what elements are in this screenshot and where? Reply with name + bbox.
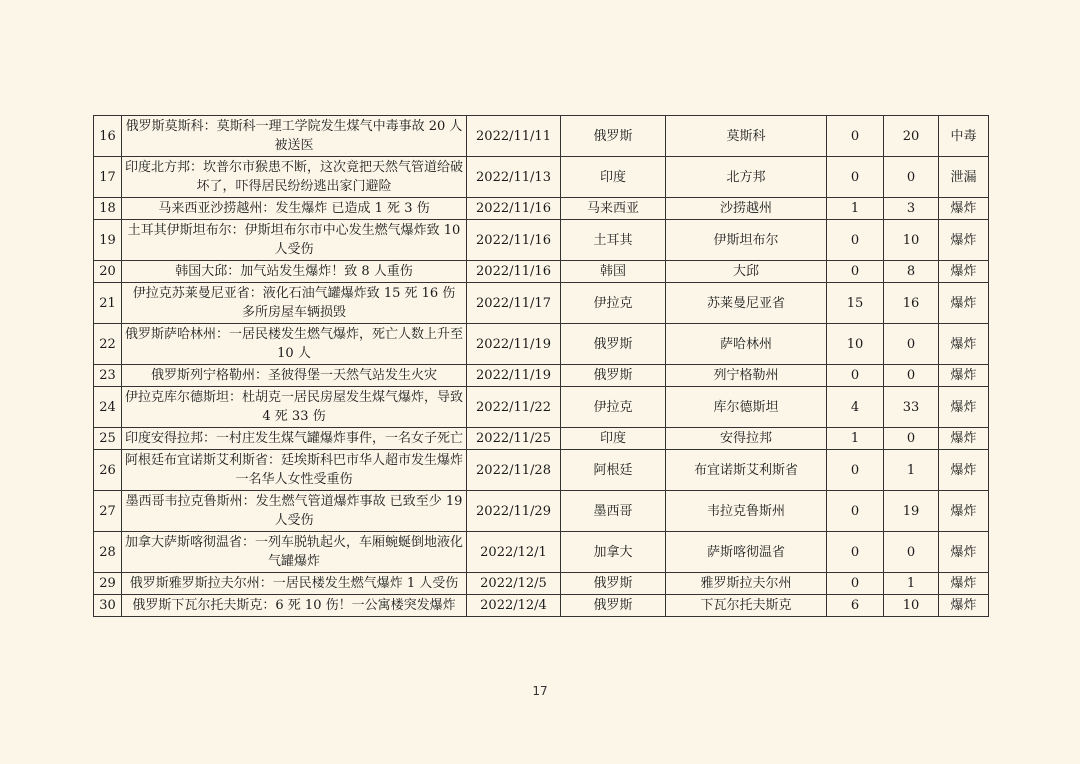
incident-date-cell: 2022/11/11	[467, 116, 561, 157]
incident-description-cell: 俄罗斯列宁格勒州：圣彼得堡一天然气站发生火灾	[122, 365, 467, 387]
table-row	[94, 595, 989, 617]
injuries-cell: 19	[884, 491, 939, 532]
row-number-cell: 20	[94, 261, 122, 283]
row-number-cell: 17	[94, 157, 122, 198]
incident-type-cell: 爆炸	[939, 428, 989, 450]
table-row	[94, 450, 989, 491]
incident-type-cell: 爆炸	[939, 365, 989, 387]
incident-type-cell: 爆炸	[939, 387, 989, 428]
incident-description-cell: 墨西哥韦拉克鲁斯州：发生燃气管道爆炸事故 已致至少 19 人受伤	[122, 491, 467, 532]
incident-date-cell: 2022/11/19	[467, 365, 561, 387]
country-cell: 马来西亚	[561, 198, 666, 220]
row-number-cell: 21	[94, 283, 122, 324]
row-number-cell: 18	[94, 198, 122, 220]
incident-description-cell: 伊拉克苏莱曼尼亚省：液化石油气罐爆炸致 15 死 16 伤 多所房屋车辆损毁	[122, 283, 467, 324]
table-row	[94, 365, 989, 387]
row-number-cell: 27	[94, 491, 122, 532]
region-cell: 雅罗斯拉夫尔州	[666, 573, 827, 595]
incident-description-cell: 印度北方邦：坎普尔市猴患不断，这次竟把天然气管道给破坏了，吓得居民纷纷逃出家门避险	[122, 157, 467, 198]
incident-description-cell: 加拿大萨斯喀彻温省：一列车脱轨起火，车厢蜿蜒倒地液化气罐爆炸	[122, 532, 467, 573]
injuries-cell: 0	[884, 157, 939, 198]
incident-type-cell: 爆炸	[939, 491, 989, 532]
country-cell: 俄罗斯	[561, 324, 666, 365]
country-cell: 俄罗斯	[561, 595, 666, 617]
incident-date-cell: 2022/11/17	[467, 283, 561, 324]
table-row	[94, 491, 989, 532]
region-cell: 莫斯科	[666, 116, 827, 157]
injuries-cell: 0	[884, 365, 939, 387]
incident-type-cell: 爆炸	[939, 261, 989, 283]
injuries-cell: 0	[884, 324, 939, 365]
country-cell: 韩国	[561, 261, 666, 283]
incident-description-cell: 伊拉克库尔德斯坦：杜胡克一居民房屋发生煤气爆炸，导致 4 死 33 伤	[122, 387, 467, 428]
region-cell: 韦拉克鲁斯州	[666, 491, 827, 532]
incident-type-cell: 爆炸	[939, 573, 989, 595]
region-cell: 萨哈林州	[666, 324, 827, 365]
country-cell: 土耳其	[561, 220, 666, 261]
incident-date-cell: 2022/12/4	[467, 595, 561, 617]
injuries-cell: 1	[884, 573, 939, 595]
region-cell: 库尔德斯坦	[666, 387, 827, 428]
incident-date-cell: 2022/11/28	[467, 450, 561, 491]
table-row	[94, 387, 989, 428]
region-cell: 伊斯坦布尔	[666, 220, 827, 261]
region-cell: 北方邦	[666, 157, 827, 198]
deaths-cell: 0	[827, 116, 884, 157]
incident-description-cell: 马来西亚沙捞越州：发生爆炸 已造成 1 死 3 伤	[122, 198, 467, 220]
incident-description-cell: 俄罗斯雅罗斯拉夫尔州：一居民楼发生燃气爆炸 1 人受伤	[122, 573, 467, 595]
table-row	[94, 198, 989, 220]
incident-date-cell: 2022/12/5	[467, 573, 561, 595]
deaths-cell: 0	[827, 157, 884, 198]
region-cell: 列宁格勒州	[666, 365, 827, 387]
region-cell: 布宜诺斯艾利斯省	[666, 450, 827, 491]
incident-date-cell: 2022/11/19	[467, 324, 561, 365]
country-cell: 俄罗斯	[561, 116, 666, 157]
incident-date-cell: 2022/12/1	[467, 532, 561, 573]
country-cell: 俄罗斯	[561, 365, 666, 387]
incident-table	[93, 115, 989, 617]
country-cell: 伊拉克	[561, 283, 666, 324]
incident-date-cell: 2022/11/16	[467, 220, 561, 261]
table-row	[94, 261, 989, 283]
table-row	[94, 573, 989, 595]
incident-date-cell: 2022/11/16	[467, 198, 561, 220]
country-cell: 阿根廷	[561, 450, 666, 491]
country-cell: 印度	[561, 157, 666, 198]
incident-description-cell: 印度安得拉邦：一村庄发生煤气罐爆炸事件，一名女子死亡	[122, 428, 467, 450]
incident-type-cell: 爆炸	[939, 324, 989, 365]
row-number-cell: 16	[94, 116, 122, 157]
table-row	[94, 157, 989, 198]
deaths-cell: 1	[827, 198, 884, 220]
table-row	[94, 116, 989, 157]
table-row	[94, 532, 989, 573]
incident-description-cell: 阿根廷布宜诺斯艾利斯省：廷埃斯科巴市华人超市发生爆炸一名华人女性受重伤	[122, 450, 467, 491]
injuries-cell: 1	[884, 450, 939, 491]
region-cell: 下瓦尔托夫斯克	[666, 595, 827, 617]
table-row	[94, 220, 989, 261]
deaths-cell: 0	[827, 220, 884, 261]
incident-description-cell: 俄罗斯莫斯科：莫斯科一理工学院发生煤气中毒事故 20 人被送医	[122, 116, 467, 157]
row-number-cell: 22	[94, 324, 122, 365]
country-cell: 加拿大	[561, 532, 666, 573]
deaths-cell: 15	[827, 283, 884, 324]
incident-date-cell: 2022/11/13	[467, 157, 561, 198]
incident-description-cell: 俄罗斯萨哈林州：一居民楼发生燃气爆炸，死亡人数上升至 10 人	[122, 324, 467, 365]
row-number-cell: 25	[94, 428, 122, 450]
deaths-cell: 0	[827, 491, 884, 532]
incident-date-cell: 2022/11/16	[467, 261, 561, 283]
table-row	[94, 283, 989, 324]
row-number-cell: 19	[94, 220, 122, 261]
incident-type-cell: 爆炸	[939, 450, 989, 491]
incident-description-cell: 俄罗斯下瓦尔托夫斯克：6 死 10 伤！一公寓楼突发爆炸	[122, 595, 467, 617]
region-cell: 沙捞越州	[666, 198, 827, 220]
region-cell: 苏莱曼尼亚省	[666, 283, 827, 324]
row-number-cell: 30	[94, 595, 122, 617]
incident-date-cell: 2022/11/29	[467, 491, 561, 532]
incident-type-cell: 中毒	[939, 116, 989, 157]
injuries-cell: 8	[884, 261, 939, 283]
page-number: 17	[532, 684, 548, 698]
incident-type-cell: 爆炸	[939, 595, 989, 617]
row-number-cell: 28	[94, 532, 122, 573]
row-number-cell: 23	[94, 365, 122, 387]
deaths-cell: 0	[827, 261, 884, 283]
injuries-cell: 33	[884, 387, 939, 428]
incident-type-cell: 爆炸	[939, 198, 989, 220]
injuries-cell: 10	[884, 220, 939, 261]
injuries-cell: 0	[884, 428, 939, 450]
country-cell: 伊拉克	[561, 387, 666, 428]
deaths-cell: 4	[827, 387, 884, 428]
incident-description-cell: 土耳其伊斯坦布尔：伊斯坦布尔市中心发生燃气爆炸致 10 人受伤	[122, 220, 467, 261]
deaths-cell: 0	[827, 573, 884, 595]
country-cell: 墨西哥	[561, 491, 666, 532]
incident-type-cell: 泄漏	[939, 157, 989, 198]
deaths-cell: 0	[827, 532, 884, 573]
incident-table-body	[94, 116, 989, 617]
country-cell: 俄罗斯	[561, 573, 666, 595]
table-row	[94, 428, 989, 450]
incident-type-cell: 爆炸	[939, 220, 989, 261]
row-number-cell: 29	[94, 573, 122, 595]
deaths-cell: 0	[827, 450, 884, 491]
incident-date-cell: 2022/11/22	[467, 387, 561, 428]
injuries-cell: 3	[884, 198, 939, 220]
injuries-cell: 0	[884, 532, 939, 573]
region-cell: 安得拉邦	[666, 428, 827, 450]
incident-type-cell: 爆炸	[939, 532, 989, 573]
injuries-cell: 16	[884, 283, 939, 324]
incident-type-cell: 爆炸	[939, 283, 989, 324]
injuries-cell: 10	[884, 595, 939, 617]
injuries-cell: 20	[884, 116, 939, 157]
region-cell: 大邱	[666, 261, 827, 283]
country-cell: 印度	[561, 428, 666, 450]
row-number-cell: 24	[94, 387, 122, 428]
row-number-cell: 26	[94, 450, 122, 491]
region-cell: 萨斯喀彻温省	[666, 532, 827, 573]
deaths-cell: 10	[827, 324, 884, 365]
incident-description-cell: 韩国大邱：加气站发生爆炸！致 8 人重伤	[122, 261, 467, 283]
incident-date-cell: 2022/11/25	[467, 428, 561, 450]
table-row	[94, 324, 989, 365]
deaths-cell: 1	[827, 428, 884, 450]
deaths-cell: 0	[827, 365, 884, 387]
deaths-cell: 6	[827, 595, 884, 617]
